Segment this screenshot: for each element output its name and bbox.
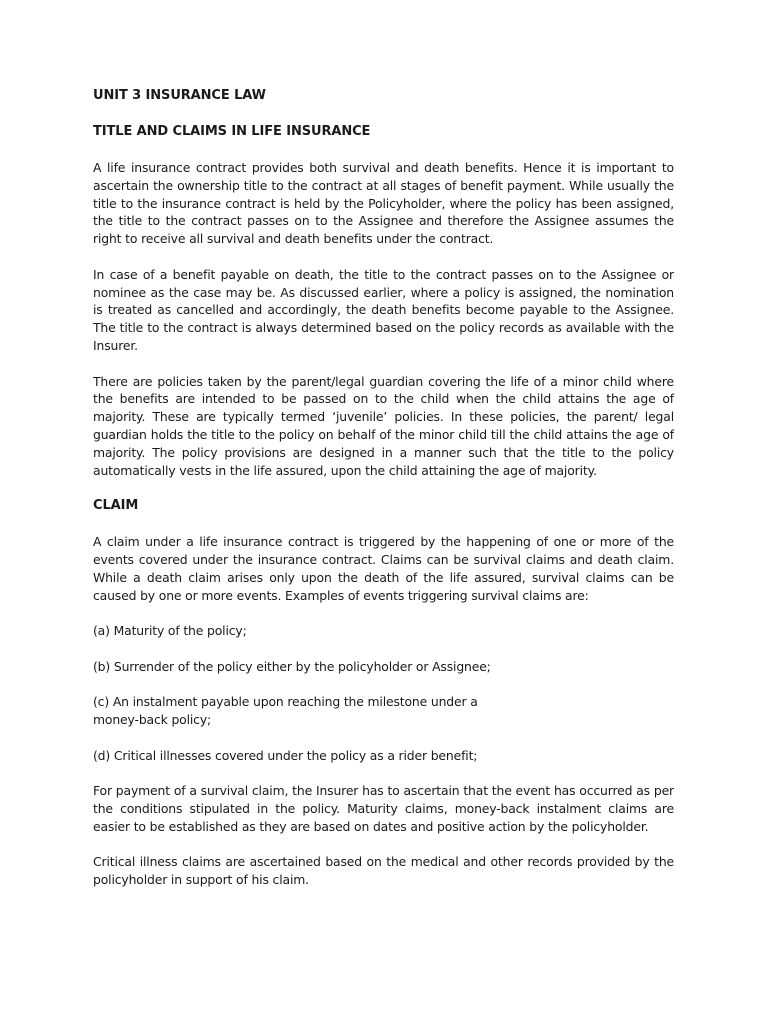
paragraph-survival-claim: For payment of a survival claim, the Insurer has to ascertain that the event has occurred as per the conditions stipulated in the policy. Maturity claims, money-back instalment claims are easier to be established as they are based on dates and positive action by the policyholder.: [93, 783, 674, 834]
claim-heading: CLAIM: [93, 498, 139, 514]
paragraph-death-benefit: In case of a benefit payable on death, the title to the contract passes on to the Assignee or nominee as the case may be. As discussed earlier, where a policy is assigned, the nomination is treated as cancelled and accordingly, the death benefits become payable to the Assignee. The title to the contract is always determined based on the policy records as available with the Insurer.: [93, 266, 674, 353]
section-title: TITLE AND CLAIMS IN LIFE INSURANCE: [93, 124, 371, 139]
list-item-instalment: (c) An instalment payable upon reaching the milestone under a money-back policy;: [93, 694, 478, 728]
paragraph-ownership-title: A life insurance contract provides both survival and death benefits. Hence it is important to ascertain the ownership title to the contract at all stages of benefit payment. While usually the title to the insurance contract is held by the Policyholder, where the policy has been assigned, the title to the contract passes on to the Assignee and therefore the Assignee assumes the right to receive all survival and death benefits under the contract.: [93, 160, 674, 247]
document-page: [93, 87, 674, 907]
paragraph-critical-illness-claims: Critical illness claims are ascertained based on the medical and other records provided by the policyholder in support of his claim.: [93, 854, 674, 888]
paragraph-juvenile-policies: There are policies taken by the parent/legal guardian covering the life of a minor child where the benefits are intended to be passed on to the child when the child attains the age of majority. These are typically termed ‘juvenile’ policies. In these policies, the parent/ legal guardian holds the title to the policy on behalf of the minor child till the child attains the age of majority. The policy provisions are designed in a manner such that the title to the policy automatically vests in the life assured, upon the child attaining the age of majority.: [93, 373, 674, 478]
unit-title: UNIT 3 INSURANCE LAW: [93, 88, 266, 103]
list-item-maturity: (a) Maturity of the policy;: [93, 623, 247, 639]
list-item-surrender: (b) Surrender of the policy either by the policyholder or Assignee;: [93, 658, 491, 674]
list-item-critical-illness: (d) Critical illnesses covered under the policy as a rider benefit;: [93, 747, 478, 763]
paragraph-claim-definition: A claim under a life insurance contract is triggered by the happening of one or more of the events covered under the insurance contract. Claims can be survival claims and death claim. While a death claim arises only upon the death of the life assured, survival claims can be caused by one or more events. Examples of events triggering survival claims are:: [93, 534, 674, 603]
